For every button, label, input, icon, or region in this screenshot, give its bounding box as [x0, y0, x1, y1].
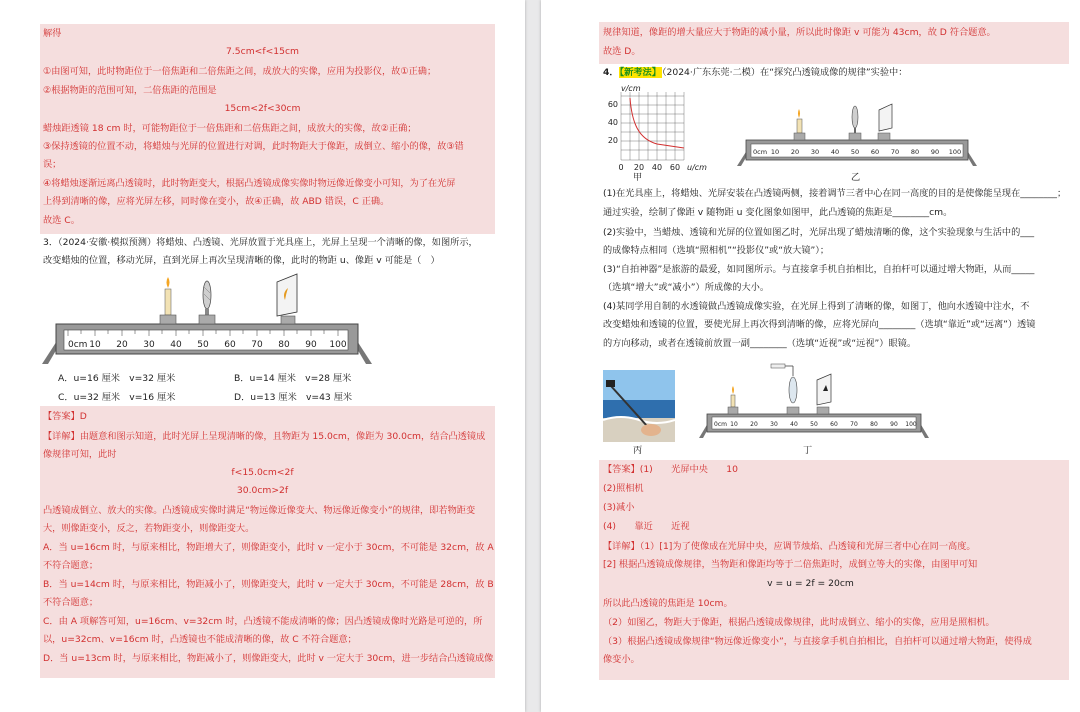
figure-caption-yi: 乙 — [851, 172, 861, 183]
ruler-label: 0cm — [753, 148, 768, 156]
right-page — [541, 0, 1080, 712]
detail-text: 不符合题意； — [43, 560, 99, 571]
graph-y-label: v/cm — [621, 84, 641, 93]
equation: 30.0cm>2f — [236, 485, 289, 496]
graph-y-tick: 60 — [607, 100, 618, 109]
new-method-tag: 【新考法】 — [619, 67, 661, 78]
solution-text: 上得到清晰的像，应将光屏左移，同时像在变小，故④正确，故 ABD 错误，C 正确。 — [43, 196, 390, 207]
ruler-label: 70 — [890, 148, 900, 156]
detail-text: A．当 u=16cm 时，与原来相比，物距增大了，则像距变小，此时 v 一定小于 30cm，不可能是 32cm，故 A — [43, 542, 494, 553]
syringe-icon — [771, 364, 793, 376]
detail-text: [2] 根据凸透镜成像规律，当物距和像距均等于二倍焦距时，成倒立等大的实像，由图甲可知 — [603, 559, 978, 570]
solution-text: 误； — [43, 159, 62, 170]
sub-question: (4)某同学用自制的水透镜做凸透镜成像实验，在光屏上得到了清晰的像，如图丁，他向水透镜中注水，不 — [603, 301, 1030, 312]
graph-x-tick: 20 — [633, 163, 645, 172]
detail-text: 不符合题意； — [43, 597, 99, 608]
ruler-label: 50 — [850, 148, 860, 156]
light-screen-icon — [817, 374, 831, 414]
convex-lens-icon — [849, 106, 861, 140]
sub-question: 通过实验，绘制了像距 v 随物距 u 变化图象如图甲，此凸透镜的焦距是________cm。 — [603, 207, 953, 218]
graph-x-tick: 40 — [651, 163, 663, 172]
detail-text: 像规律可知，此时 — [43, 449, 117, 460]
detail-text: 【详解】由题意和图示知道，此时光屏上呈现清晰的像，且物距为 15.0cm，像距为 30.0cm，结合凸透镜成 — [43, 431, 486, 442]
detail-text: （3）根据凸透镜成像规律“物远像近像变小”，与直接拿手机自拍相比，自拍杆可以通过增大物距，使得成 — [603, 636, 1032, 647]
ruler-label: 90 — [305, 340, 317, 350]
solution-text: ②根据物距的范围可知，二倍焦距的范围是 — [43, 85, 217, 96]
water-lens-icon — [787, 377, 799, 414]
solution-text: ③保持透镜的位置不动，将蜡烛与光屏的位置进行对调，此时物距大于像距，成倒立、缩小的像，故③错 — [43, 141, 464, 152]
detail-text: 大，则像距变小，反之，若物距变小，则像距变大。 — [43, 523, 255, 534]
figure-caption-jia: 甲 — [633, 172, 643, 183]
light-screen-icon — [277, 274, 297, 324]
answer-line: (4) 靠近 近视 — [603, 521, 690, 532]
detail-text: 像变小。 — [603, 654, 640, 665]
question-number: 4． — [603, 67, 619, 78]
ruler-label: 10 — [770, 148, 780, 156]
figure-caption-bing: 丙 — [633, 445, 643, 456]
left-page — [0, 0, 525, 712]
ruler-label: 40 — [830, 148, 840, 156]
ruler-label: 30 — [770, 421, 778, 428]
detail-text: 【详解】（1）[1]为了使像成在光屏中央，应调节烛焰、凸透镜和光屏三者中心在同一高度。 — [603, 541, 976, 552]
sub-question: (1)在光具座上，将蜡烛、光屏安装在凸透镜两侧，接着调节三者中心在同一高度的目的是使像能呈现在________； — [603, 188, 1067, 199]
option-d: D．u=13 厘米 v=43 厘米 — [234, 392, 353, 403]
question-text: （2024·广东东莞·二模）在“探究凸透镜成像的规律”实验中： — [661, 67, 908, 78]
question-header — [603, 66, 907, 79]
equation: f<15.0cm<2f — [231, 467, 294, 478]
ruler-label: 60 — [830, 421, 838, 428]
ruler-label: 80 — [910, 148, 920, 156]
detail-text: D．当 u=13cm 时，与原来相比，物距减小了，则像距变大，此时 v 一定大于 30cm，进一步结合凸透镜成像 — [43, 653, 494, 664]
candle-icon — [160, 277, 176, 324]
optical-bench-ding — [699, 358, 929, 444]
candle-icon — [794, 109, 805, 140]
light-screen-icon — [878, 104, 892, 140]
graph-x-tick: 60 — [669, 163, 681, 172]
equation: 15cm<2f<30cm — [224, 103, 301, 114]
option-a: A．u=16 厘米 v=32 厘米 — [58, 373, 176, 384]
candle-icon — [728, 386, 738, 414]
detail-text: B．当 u=14cm 时，与原来相比，物距减小了，则像距变大，此时 v 一定大于 30cm，不可能是 28cm，故 B — [43, 579, 494, 590]
equation: 7.5cm<f<15cm — [226, 46, 299, 57]
detail-text: 凸透镜成倒立、放大的实像。凸透镜成实像时满足“物远像近像变大、物远像近像变小”的规律，即若物距变 — [43, 505, 476, 516]
sub-question: (2)实验中，当蜡烛、透镜和光屏的位置如图乙时，光屏出现了蜡烛清晰的像，这个实验现象与生活中的___ — [603, 227, 1035, 238]
ruler-label: 80 — [870, 421, 878, 428]
ruler-label: 70 — [251, 340, 263, 350]
detail-text: 以，u=32cm、v=16cm 时，凸透镜也不能成清晰的像，故 C 不符合题意； — [43, 634, 357, 645]
ruler-label: 80 — [278, 340, 290, 350]
ruler-label: 20 — [750, 421, 758, 428]
graph-x-label: u/cm — [687, 163, 707, 172]
graph-y-tick: 20 — [607, 136, 618, 145]
ruler-label: 60 — [870, 148, 880, 156]
graph-y-tick: 40 — [607, 118, 618, 127]
equation: v = u = 2f = 20cm — [767, 578, 854, 589]
ruler-label: 60 — [224, 340, 236, 350]
ruler-label: 90 — [890, 421, 898, 428]
sub-question: 改变蜡烛和透镜的位置，要使光屏上再次得到清晰的像，应将光屏向________（选填“靠近”或“远离”）透镜 — [603, 319, 1036, 330]
detail-text: （2）如图乙，物距大于像距，根据凸透镜成像规律，此时成倒立、缩小的实像，应用是照相机。 — [603, 617, 995, 628]
selfie-stick-photo — [603, 370, 675, 442]
detail-text: 所以此凸透镜的焦距是 10cm。 — [603, 598, 733, 609]
ruler-label: 20 — [790, 148, 800, 156]
convex-lens-icon — [199, 281, 215, 324]
ruler-label: 100 — [948, 148, 962, 156]
answer-line: (2)照相机 — [603, 483, 644, 494]
ruler-label: 50 — [810, 421, 818, 428]
sub-question: 的方向移动，或者在透镜前放置一副________（选填“近视”或“远视”）眼镜。 — [603, 338, 917, 349]
ruler-label: 30 — [810, 148, 820, 156]
option-c: C．u=32 厘米 v=16 厘米 — [58, 392, 176, 403]
ruler-label: 70 — [850, 421, 858, 428]
ruler-label: 10 — [730, 421, 738, 428]
solution-text: 蜡烛距透镜 18 cm 时，可能物距位于一倍焦距和二倍焦距之间，成放大的实像，故②正确； — [43, 123, 417, 134]
sub-question: 的成像特点相同（选填“照相机”“投影仪”或“放大镜”）； — [603, 245, 830, 256]
ruler-label: 40 — [170, 340, 182, 350]
sub-question: （选填“增大”或“减小”）所成像的大小。 — [603, 282, 770, 293]
ruler-label: 0cm — [68, 340, 88, 350]
detail-text: C．由 A 项解答可知，u=16cm、v=32cm 时，凸透镜不能成清晰的像；因凸透镜成像时光路是可逆的，所 — [43, 616, 483, 627]
ruler-label: 20 — [116, 340, 128, 350]
ruler-label: 10 — [89, 340, 101, 350]
ruler-label: 40 — [790, 421, 798, 428]
answer-line: 【答案】(1) 光屏中央 10 — [603, 464, 738, 475]
solution-text: ④将蜡烛逐渐远离凸透镜时，此时物距变大，根据凸透镜成像实像时物远像近像变小可知，为了在光屏 — [43, 178, 456, 189]
solution-text: 故选 C。 — [43, 215, 80, 226]
ruler-label: 100 — [329, 340, 347, 350]
solution-text: 规律知道，像距的增大量应大于物距的减小量，所以此时像距 v 可能为 43cm，故 D 符合题意。 — [603, 27, 996, 38]
question-text: 改变蜡烛的位置，移动光屏，直到光屏上再次呈现清晰的像，此时的物距 u、像距 v 可能是（ ） — [43, 255, 440, 266]
answer-line: (3)减小 — [603, 502, 635, 513]
optical-bench-yi — [737, 100, 977, 172]
optical-bench-figure — [42, 272, 372, 370]
option-b: B．u=14 厘米 v=28 厘米 — [234, 373, 352, 384]
solution-label: 解得 — [43, 28, 62, 39]
answer-label: 【答案】D — [43, 411, 87, 422]
ruler-label: 90 — [930, 148, 940, 156]
ruler-label: 50 — [197, 340, 209, 350]
v-u-graph — [599, 82, 709, 174]
ruler-label: 30 — [143, 340, 155, 350]
sub-question: (3)“自拍神器”是旅游的最爱，如同图所示。与直接拿手机自拍相比，自拍杆可以通过增大物距，从而_____ — [603, 264, 1035, 275]
solution-text: 故选 D。 — [603, 46, 641, 57]
question-text: 3．（2024·安徽·模拟预测）将蜡烛、凸透镜、光屏放置于光具座上，光屏上呈现一个清晰的像，如图所示， — [43, 237, 478, 248]
solution-text: ①由图可知，此时物距位于一倍焦距和二倍焦距之间，成放大的实像，应用为投影仪，故①正确； — [43, 66, 437, 77]
ruler-label: 0cm — [714, 421, 727, 428]
ruler-label: 100 — [905, 421, 917, 428]
figure-caption-ding: 丁 — [803, 445, 813, 456]
graph-x-tick: 0 — [618, 163, 624, 172]
